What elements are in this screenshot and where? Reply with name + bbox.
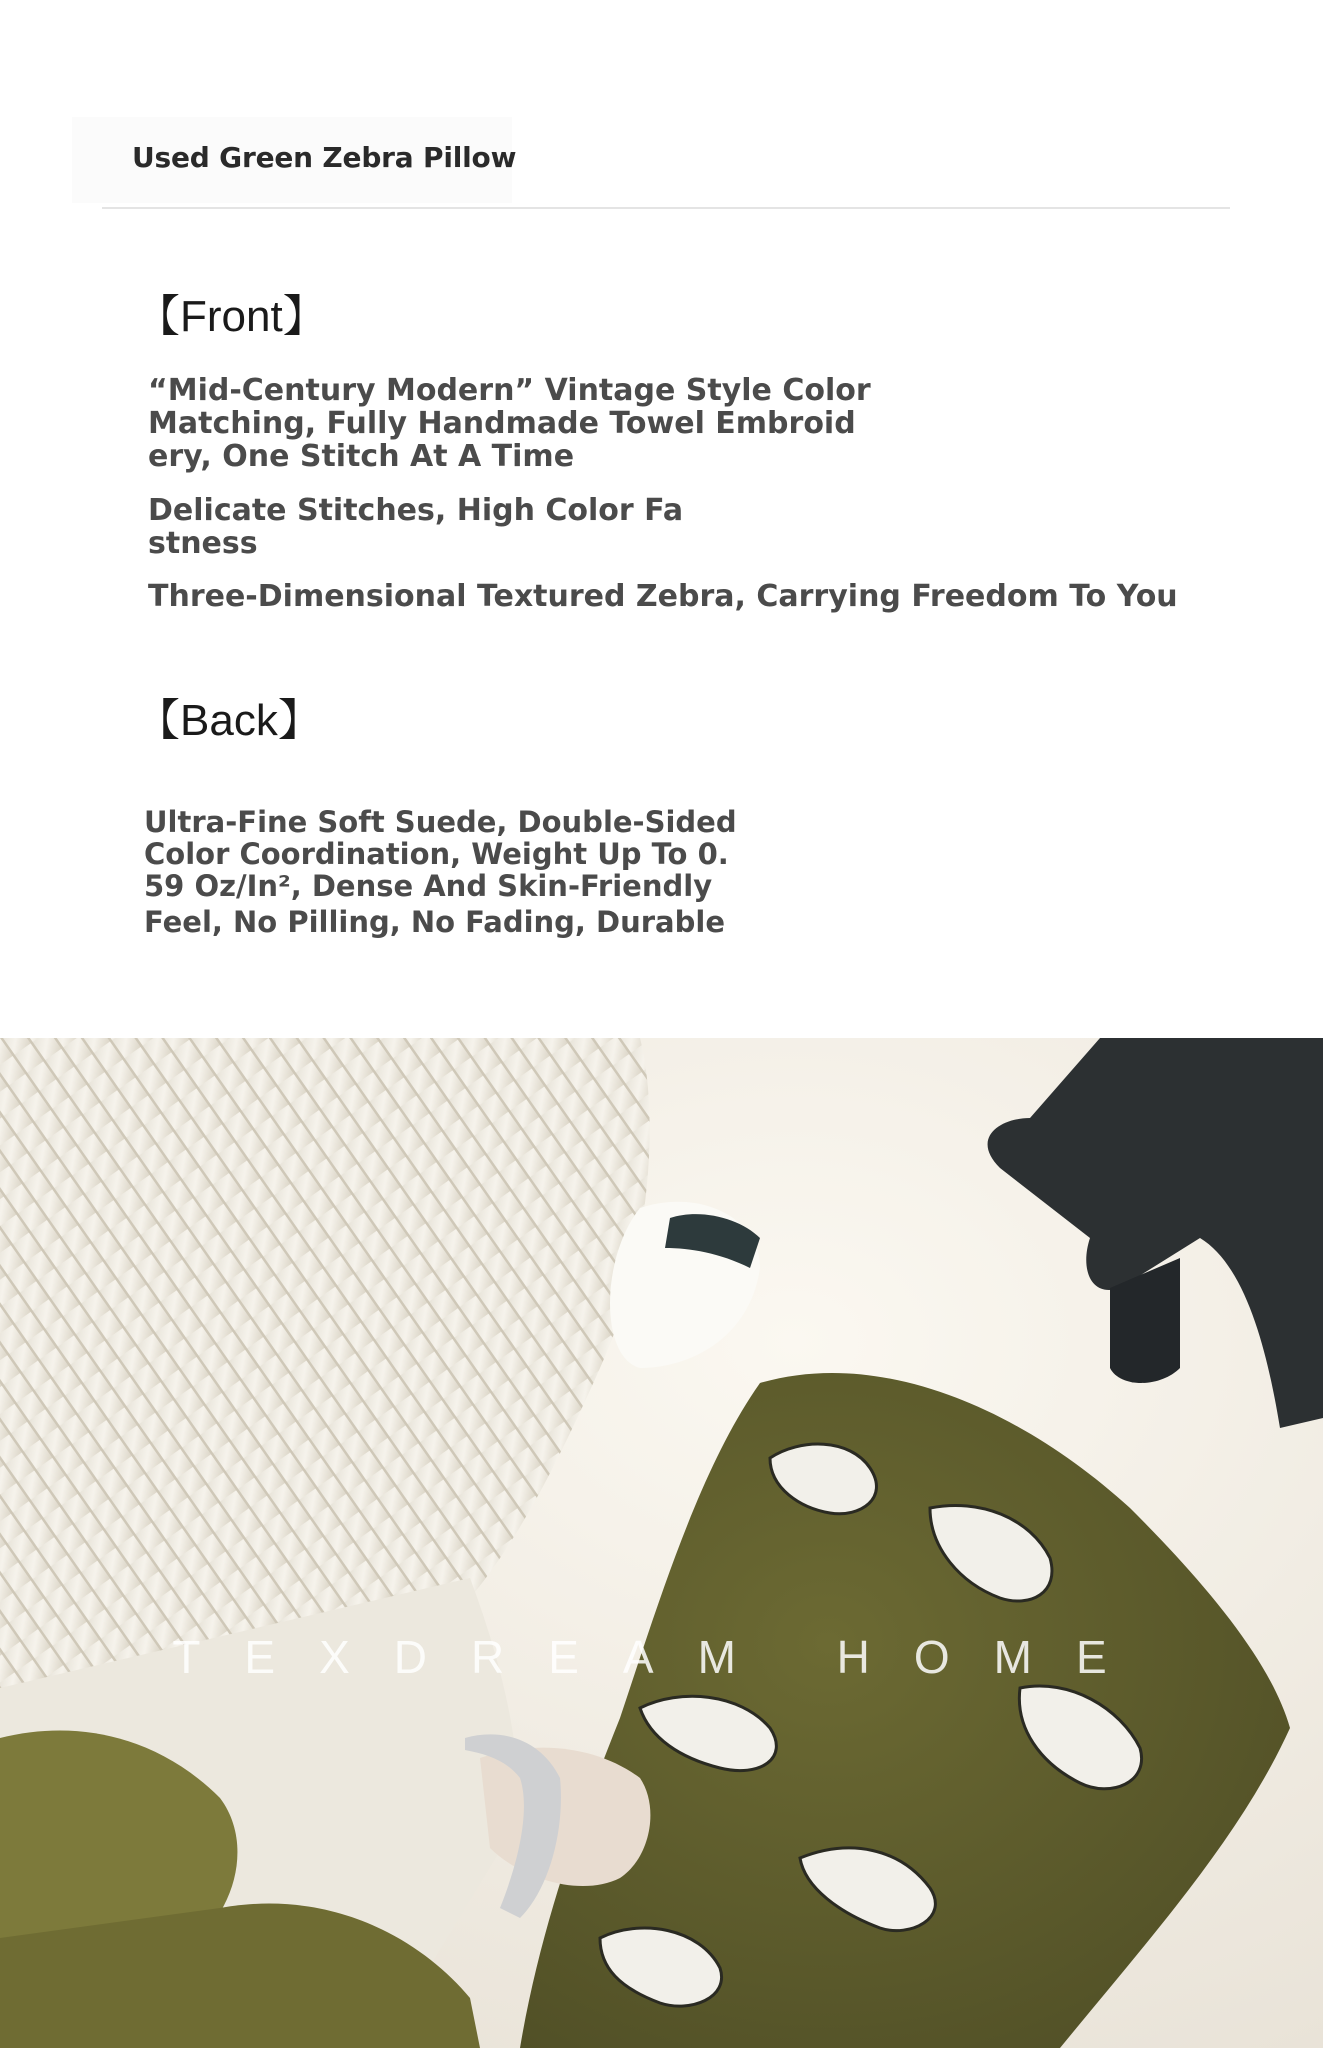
front-feature-1-line-1: “Mid-Century Modern” Vintage Style Color (148, 373, 871, 408)
back-heading: 【Back】 (136, 696, 322, 745)
front-feature-1-line-2: Matching, Fully Handmade Towel Embroid (148, 406, 856, 441)
front-feature-2-line-1: Delicate Stitches, High Color Fa (148, 493, 684, 528)
back-description-line-2: Color Coordination, Weight Up To 0. (144, 837, 729, 871)
back-description-line-4: Feel, No Pilling, No Fading, Durable (144, 905, 725, 939)
front-feature-1 (148, 374, 871, 473)
front-heading: 【Front】 (136, 292, 327, 341)
front-feature-3 (148, 580, 1178, 613)
photo-illustration (0, 1038, 1323, 2048)
brand-watermark: TEXDREAM HOME (172, 1631, 1151, 1683)
front-feature-1-line-3: ery, One Stitch At A Time (148, 439, 575, 474)
back-description (144, 806, 737, 938)
product-lifestyle-photo (0, 1038, 1323, 2048)
product-title: Used Green Zebra Pillow (132, 141, 517, 174)
front-feature-3-line-1: Three-Dimensional Textured Zebra, Carrying Freedom To You (148, 579, 1178, 614)
product-title-bar (102, 117, 1230, 209)
front-feature-2-line-2: stness (148, 526, 258, 561)
front-feature-2 (148, 494, 683, 560)
back-description-line-1: Ultra-Fine Soft Suede, Double-Sided (144, 805, 737, 839)
back-description-line-3: 59 Oz/In², Dense And Skin-Friendly (144, 869, 713, 903)
